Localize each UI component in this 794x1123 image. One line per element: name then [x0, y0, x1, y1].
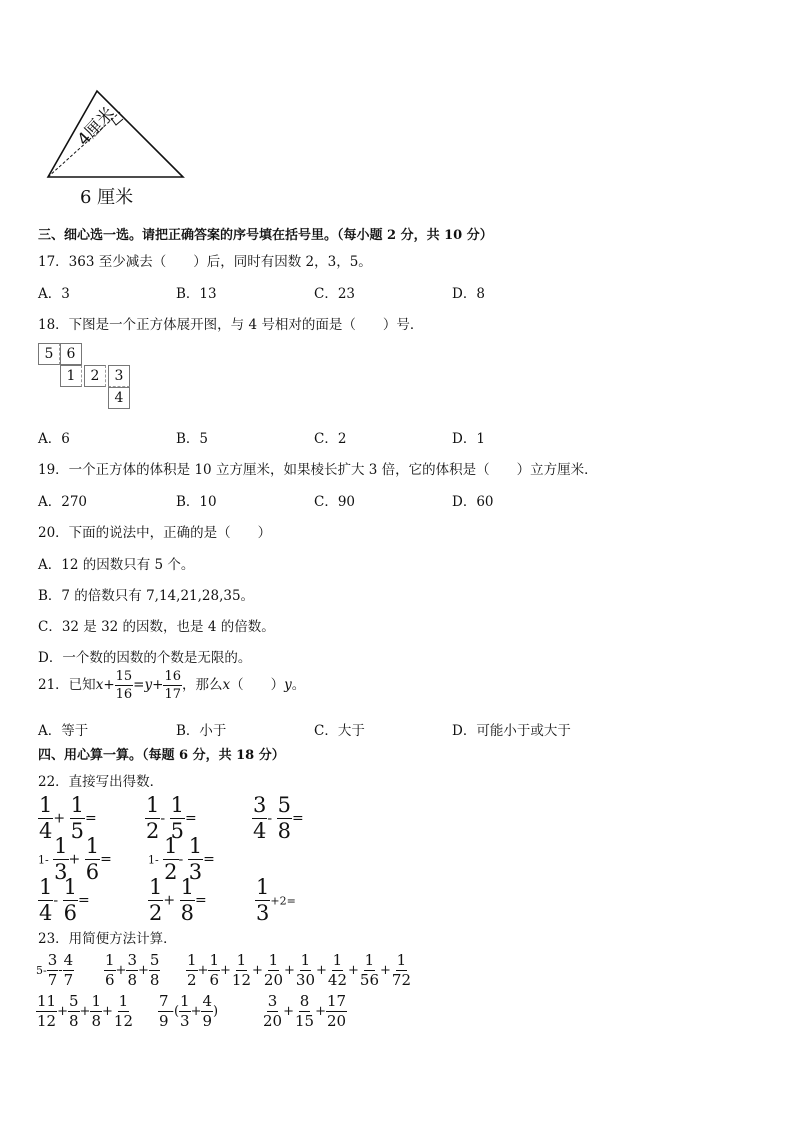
- q21-fraction-15-16: $\frac{15}{16}$: [115, 669, 133, 702]
- q21-option-a: A．等于: [38, 723, 89, 739]
- q22-expr-4: 1- $\frac{1}{3}$ + $\frac{1}{6}$ =: [38, 834, 112, 884]
- q18-option-c: C．2: [314, 431, 347, 447]
- q19-option-a: A．270: [38, 494, 88, 510]
- net-face-3: 3: [108, 365, 130, 387]
- q23-expr-4: $\frac{11}{12}$ + $\frac{5}{8}$ + $\frac{1}{8}$ + $\frac{1}{12}$: [37, 992, 133, 1030]
- q23-expr-1: 5- $\frac{3}{7}$ - $\frac{4}{7}$: [36, 951, 74, 989]
- net-face-4: 4: [108, 387, 130, 409]
- triangle-base-label: 6 厘米: [80, 187, 134, 208]
- q17-text: 17．363 至少减去（ ）后，同时有因数 2，3，5。: [38, 254, 372, 270]
- q22-expr-2: $\frac{1}{2}$ - $\frac{1}{5}$ =: [146, 793, 197, 843]
- q23-expr-2: $\frac{1}{6}$ + $\frac{3}{8}$ + $\frac{5}{8}$: [105, 951, 160, 989]
- q23-expr-6: $\frac{3}{20}$ + $\frac{8}{15}$ + $\frac{17}{20}$: [263, 992, 347, 1030]
- q17-option-c: C．23: [314, 286, 356, 302]
- q21-option-b: B．小于: [176, 723, 227, 739]
- q19-text: 19．一个正方体的体积是 10 立方厘米，如果棱长扩大 3 倍，它的体积是（ ）立方厘米．: [38, 462, 598, 478]
- section3-title: 三、细心选一选。请把正确答案的序号填在括号里。（每小题 2 分，共 10 分）: [38, 228, 493, 243]
- q23-expr-3: $\frac{1}{2}$ + $\frac{1}{6}$ + $\frac{1}{12}$ + $\frac{1}{20}$ + $\frac{1}{30}$ + $\frac{1}{42}$ + $\frac{1}{56}$ + $\frac{1}{72}$: [187, 951, 411, 989]
- q21-fraction-16-17: $\frac{16}{17}$: [164, 669, 181, 702]
- q22-expr-5: 1- $\frac{1}{2}$ - $\frac{1}{3}$ =: [148, 834, 215, 884]
- q20-option-c: C．32 是 32 的因数，也是 4 的倍数。: [38, 619, 275, 635]
- net-face-1: 1: [60, 365, 82, 387]
- q20-text: 20．下面的说法中，正确的是（ ）: [38, 525, 272, 541]
- q19-option-d: D．60: [452, 494, 494, 510]
- q19-option-c: C．90: [314, 494, 356, 510]
- q22-expr-1: $\frac{1}{4}$ + $\frac{1}{5}$ =: [39, 793, 97, 843]
- q19-option-b: B．10: [176, 494, 217, 510]
- q22-expr-8: $\frac{1}{3}$ +2=: [256, 875, 296, 925]
- q22-expr-6: $\frac{1}{4}$ - $\frac{1}{6}$ =: [39, 875, 90, 925]
- q17-option-a: A．3: [38, 286, 70, 302]
- q17-option-d: D．8: [452, 286, 485, 302]
- net-face-2: 2: [84, 365, 106, 387]
- q22-expr-3: $\frac{3}{4}$ - $\frac{5}{8}$ =: [253, 793, 304, 843]
- q20-option-d: D．一个数的因数的个数是无限的。: [38, 650, 252, 666]
- q23-expr-5: $\frac{7}{9}$ -( $\frac{1}{3}$ + $\frac{4}{9}$ ): [159, 992, 219, 1030]
- triangle-figure: [40, 85, 200, 185]
- q18-option-d: D．1: [452, 431, 485, 447]
- q18-option-b: B．5: [176, 431, 209, 447]
- q21-text: 21．已知x+ $\frac{15}{16}$ =y+ $\frac{16}{17}$ ，那么x（ ）y。: [38, 669, 306, 702]
- q20-option-a: A．12 的因数只有 5 个。: [38, 557, 195, 573]
- q22-text: 22．直接写出得数．: [38, 774, 164, 790]
- q18-text: 18．下图是一个正方体展开图，与 4 号相对的面是（ ）号．: [38, 317, 424, 333]
- triangle-height-label: 4厘米: [73, 103, 119, 151]
- net-face-5: 5: [38, 343, 60, 365]
- q21-option-c: C．大于: [314, 723, 365, 739]
- q21-option-d: D．可能小于或大于: [452, 723, 571, 739]
- section4-title: 四、用心算一算。（每题 6 分，共 18 分）: [38, 748, 285, 763]
- q17-option-b: B．13: [176, 286, 217, 302]
- q22-expr-7: $\frac{1}{2}$ + $\frac{1}{8}$ =: [149, 875, 207, 925]
- q23-text: 23．用简便方法计算．: [38, 931, 177, 947]
- net-face-6: 6: [60, 343, 82, 365]
- q18-option-a: A．6: [38, 431, 70, 447]
- q20-option-b: B．7 的倍数只有 7,14,21,28,35。: [38, 588, 255, 604]
